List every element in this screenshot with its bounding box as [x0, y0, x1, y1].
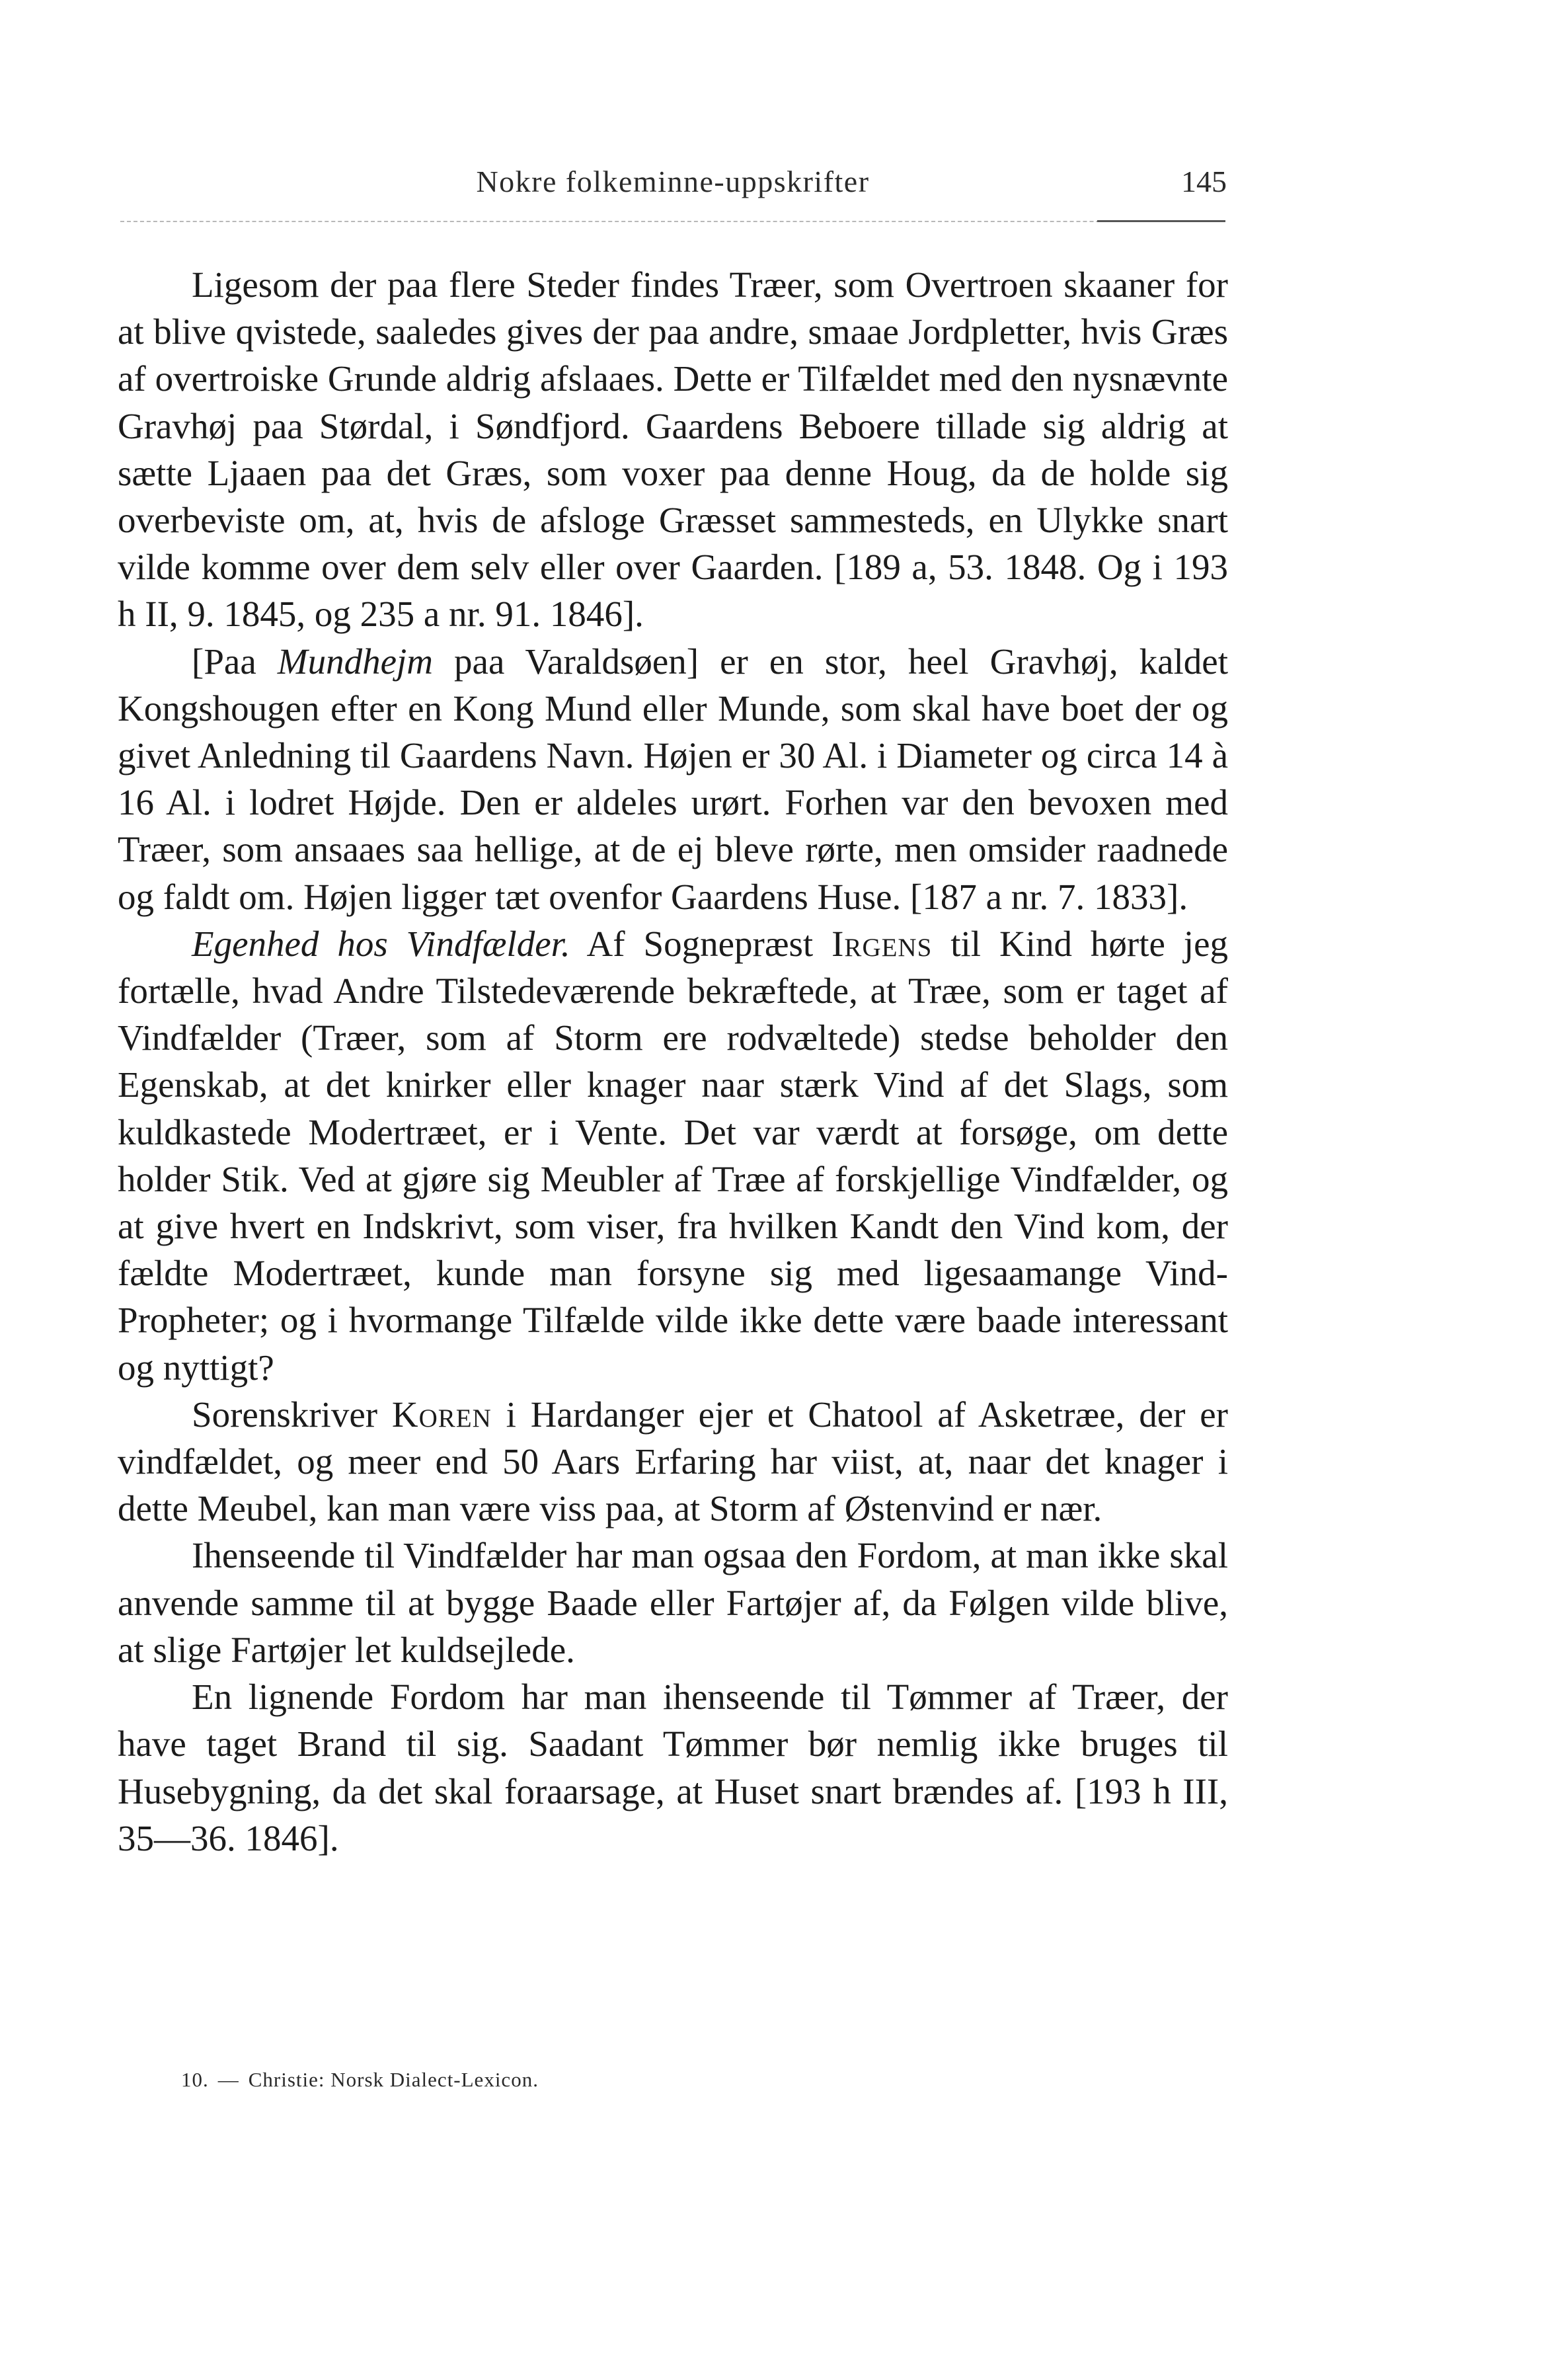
paragraph-vindfaelder [118, 920, 1228, 1391]
paragraph-text: Ligesom der paa flere Steder findes Træer, som Overtroen skaaner for at blive qvistede, saaledes gives der paa andre, smaae Jordpletter, hvis Græs af overtroiske Grunde aldrig afslaaes. Dette er Tilfældet med den nysnævnte Gravhøj paa Størdal, i Søndfjord. Gaardens Beboere tillade sig aldrig at sætte Ljaaen paa det Græs, som voxer paa denne Houg, da de holde sig overbeviste om, at, hvis de afsloge Græsset sammesteds, en Ulykke snart vilde komme over dem selv eller over Gaarden. [189 a, 53. 1848. Og i 193 h II, 9. 1845, og 235 a nr. 91. 1846]. [118, 264, 1228, 635]
paragraph-fordom-tommer [118, 1673, 1228, 1862]
footnote-text: Christie: Norsk Dialect-Lexicon. [248, 2068, 539, 2091]
header-rule-page-number [1097, 220, 1225, 222]
paragraph-text: Ihenseende til Vindfælder har man ogsaa den Fordom, at man ikke skal anvende samme til at bygge Baade eller Fartøjer af, da Følgen vilde blive, at slige Fartøjer let kuldsejlede. [118, 1535, 1228, 1670]
body-text [118, 261, 1228, 1862]
person-name-small-caps: Koren [391, 1394, 492, 1435]
paragraph-text: Sorenskriver [192, 1394, 392, 1435]
section-heading-italic: Egenhed hos Vindfælder. [192, 923, 570, 964]
paragraph-text: En lignende Fordom har man ihenseende til Tømmer af Træer, der have taget Brand til sig. Saadant Tømmer bør nemlig ikke bruges til Husebygning, da det skal foraarsage, at Huset snart brændes af. [193 h III, 35—36. 1846]. [118, 1677, 1228, 1858]
paragraph-text: til Kind hørte jeg fortælle, hvad Andre Tilstedeværende bekræftede, at Træe, som er taget af Vindfælder (Træer, som af Storm ere rodvæltede) stedse beholder den Egenskab, at det knirker eller knager naar stærk Vind af det Slags, som kuldkastede Modertræet, er i Vente. Det var værdt at forsøge, om dette holder Stik. Ved at gjøre sig Meubler af Træe af forskjellige Vindfælder, og at give hvert en Indskrivt, som viser, fra hvilken Kandt den Vind kom, der fældte Modertræet, kunde man forsyne sig med ligesaamange Vind-Propheter; og i hvormange Tilfælde vilde ikke dette være baade interessant og nyttigt? [118, 923, 1228, 1388]
running-head [119, 164, 1227, 217]
place-name-italic: Mundhejm [277, 641, 434, 682]
paragraph-text: paa Varaldsøen] er en stor, heel Gravhøj, kaldet Kongshougen efter en Kong Mund eller Munde, som skal have boet der og givet Anledning til Gaardens Navn. Højen er 30 Al. i Diameter og circa 14 à 16 Al. i lodret Højde. Den er aldeles urørt. Forhen var den bevoxen med Træer, som ansaaes saa hellige, at de ej bleve rørte, men omsider raadnede og faldt om. Højen ligger tæt ovenfor Gaardens Huse. [187 a nr. 7. 1833]. [118, 641, 1229, 917]
running-title: Nokre folkeminne-uppskrifter [476, 165, 870, 198]
page-number: 145 [1181, 165, 1227, 198]
footnote [181, 2068, 548, 2092]
paragraph-text: Af Sognepræst [570, 923, 832, 964]
paragraph-text: i Hardanger ejer et Chatool af Asketræe, der er vindfældet, og meer end 50 Aars Erfaring har viist, at, naar det knager i dette Meubel, kan man være viss paa, at Storm af Østenvind er nær. [118, 1394, 1228, 1529]
footnote-number: 10. [181, 2068, 209, 2091]
paragraph-gravhoj-stordal [118, 261, 1228, 638]
footnote-dash: — [217, 2068, 239, 2091]
paragraph-koren [118, 1391, 1228, 1532]
paragraph-text: [Paa [192, 641, 278, 682]
paragraph-mundhejm [118, 638, 1228, 920]
header-rule [120, 221, 1225, 222]
person-name-small-caps: Irgens [831, 923, 933, 964]
paragraph-fordom-vindfaelder [118, 1532, 1228, 1673]
